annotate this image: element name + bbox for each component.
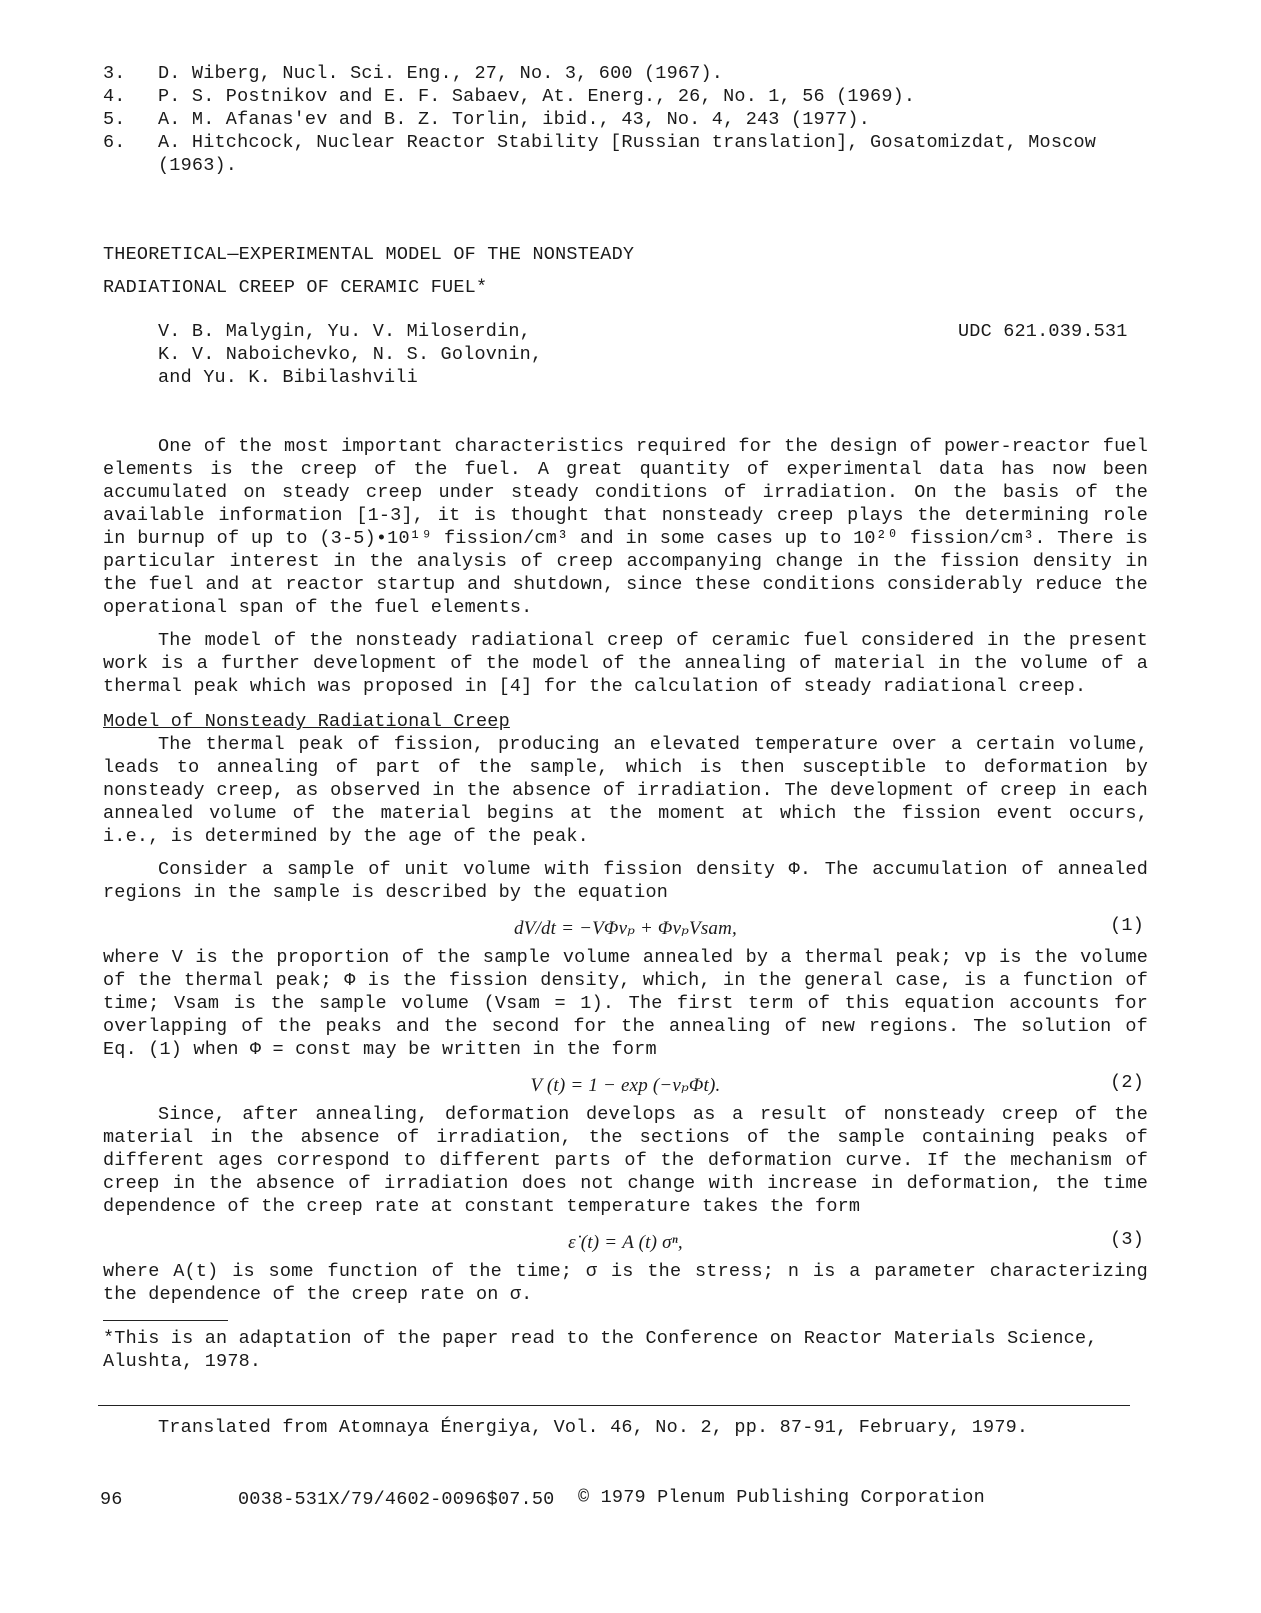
reference-number: 5. xyxy=(103,109,126,130)
author-line: V. B. Malygin, Yu. V. Miloserdin, xyxy=(158,321,531,342)
footnote-divider xyxy=(103,1320,228,1321)
author-line: and Yu. K. Bibilashvili xyxy=(158,367,418,388)
body-paragraph: where A(t) is some function of the time; σ is the stress; n is a parameter characterizing the dependence of the creep rate on σ. xyxy=(103,1261,1148,1305)
reference-item xyxy=(103,108,1163,131)
udc-code: UDC 621.039.531 xyxy=(958,321,1128,342)
body-paragraph: One of the most important characteristics required for the design of power-reactor fuel elements is the creep of the fuel. A great quantity of experimental data has now been accumulated on steady creep under steady conditions of irradiation. On the basis of the available information [1-3], it is thought that nonsteady creep plays the determining role in burnup of up to (3-5)•10¹⁹ fission/cm³ and in some cases up to 10²⁰ fission/cm³. There is particular interest in the analysis of creep accompanying change in the fission density in the fuel and at reactor startup and shutdown, since these conditions considerably reduce the operational span of the fuel elements. xyxy=(103,436,1148,618)
footer-divider xyxy=(98,1405,1130,1406)
body-paragraph: The model of the nonsteady radiational creep of ceramic fuel considered in the present work is a further development of the model of the annealing of material in the volume of a thermal peak which was proposed in [4] for the calculation of steady radiational creep. xyxy=(103,630,1148,697)
equation-number: (1) xyxy=(1110,915,1144,936)
equation-number: (2) xyxy=(1110,1072,1144,1093)
equation-3 xyxy=(103,1228,1148,1258)
author-list xyxy=(158,320,758,389)
reference-item xyxy=(103,85,1163,108)
article-body xyxy=(103,435,1148,1373)
footnote: *This is an adaptation of the paper read to the Conference on Reactor Materials Science, Alushta, 1978. xyxy=(103,1328,1098,1372)
body-paragraph: Consider a sample of unit volume with fission density Φ. The accumulation of annealed regions in the sample is described by the equation xyxy=(103,859,1148,903)
article-title xyxy=(103,243,1003,309)
body-paragraph: where V is the proportion of the sample volume annealed by a thermal peak; vp is the volume of the thermal peak; Φ is the fission density, which, in the general case, is a function of time; Vsam is the sample volume (Vsam = 1). The first term of this equation accounts for overlapping of the peaks and the second for the annealing of new regions. The solution of Eq. (1) when Φ = const may be written in the form xyxy=(103,947,1148,1060)
reference-list xyxy=(103,62,1163,177)
section-heading: Model of Nonsteady Radiational Creep xyxy=(103,711,510,732)
equation-expression: V (t) = 1 − exp (−vₚΦt). xyxy=(530,1075,721,1096)
copyright-line: © 1979 Plenum Publishing Corporation xyxy=(578,1487,985,1508)
publication-code: 0038-531X/79/4602-0096$07.50 xyxy=(238,1489,555,1510)
reference-number: 3. xyxy=(103,63,126,84)
page-number: 96 xyxy=(100,1489,123,1510)
body-paragraph: The thermal peak of fission, producing an elevated temperature over a certain volume, leads to annealing of part of the sample, which is then susceptible to deformation by nonsteady creep, as observed in the absence of irradiation. The development of creep in each annealed volume of the material begins at the moment at which the fission event occurs, i.e., is determined by the age of the peak. xyxy=(103,734,1148,847)
reference-item xyxy=(103,131,1163,177)
equation-expression: ε̇ (t) = A (t) σⁿ, xyxy=(568,1232,683,1253)
reference-number: 6. xyxy=(103,132,126,153)
reference-text: A. Hitchcock, Nuclear Reactor Stability [Russian translation], Gosatomizdat, Moscow (1963). xyxy=(158,132,1097,176)
reference-text: A. M. Afanas'ev and B. Z. Torlin, ibid., 43, No. 4, 243 (1977). xyxy=(158,109,871,130)
equation-2 xyxy=(103,1071,1148,1101)
title-line: RADIATIONAL CREEP OF CERAMIC FUEL* xyxy=(103,277,488,298)
equation-1 xyxy=(103,914,1148,944)
reference-item xyxy=(103,62,1163,85)
reference-number: 4. xyxy=(103,86,126,107)
author-line: K. V. Naboichevko, N. S. Golovnin, xyxy=(158,344,543,365)
equation-number: (3) xyxy=(1110,1229,1144,1250)
reference-text: D. Wiberg, Nucl. Sci. Eng., 27, No. 3, 600 (1967). xyxy=(158,63,724,84)
title-line: THEORETICAL—EXPERIMENTAL MODEL OF THE NONSTEADY xyxy=(103,244,635,265)
reference-text: P. S. Postnikov and E. F. Sabaev, At. Energ., 26, No. 1, 56 (1969). xyxy=(158,86,916,107)
equation-expression: dV/dt = −VΦvₚ + ΦvₚVsam, xyxy=(514,918,737,939)
body-paragraph: Since, after annealing, deformation develops as a result of nonsteady creep of the material in the absence of irradiation, the sections of the sample containing peaks of different ages correspond to different parts of the deformation curve. If the mechanism of creep in the absence of irradiation does not change with increase in deformation, the time dependence of the creep rate at constant temperature takes the form xyxy=(103,1104,1148,1217)
translation-note: Translated from Atomnaya Énergiya, Vol. 46, No. 2, pp. 87-91, February, 1979. xyxy=(158,1417,1029,1438)
